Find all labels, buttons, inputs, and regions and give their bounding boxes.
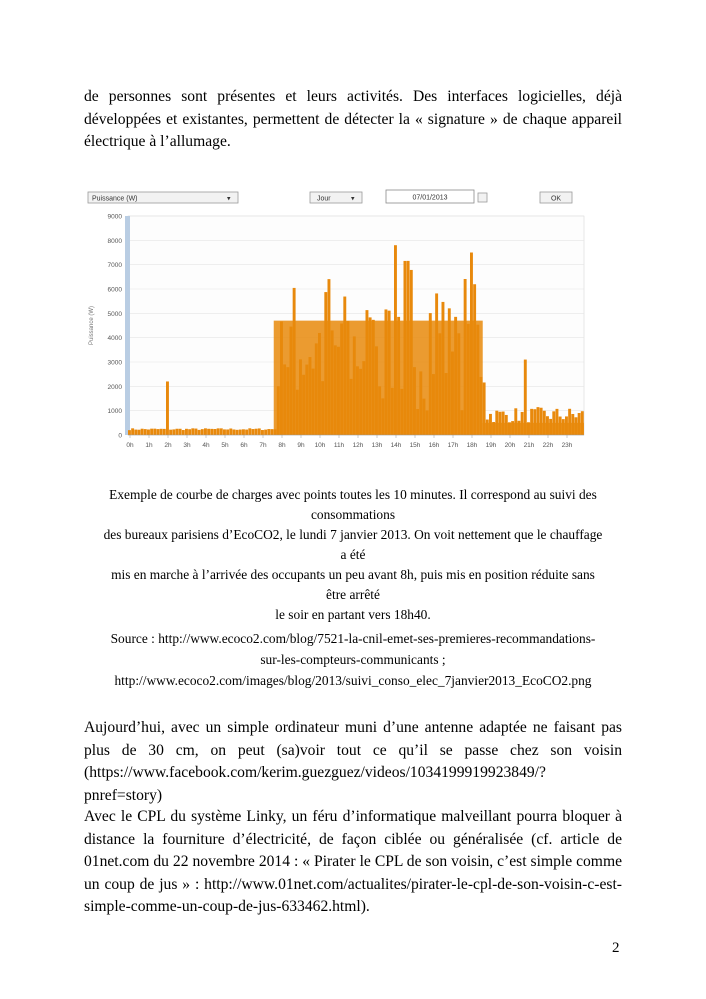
figure-source (60, 628, 646, 691)
y-tick-label: 5000 (107, 310, 122, 318)
x-tick-label: 11h (333, 442, 345, 449)
x-tick-label: 9h (297, 442, 305, 449)
x-tick-label: 6h (240, 442, 248, 449)
y-tick-label: 4000 (107, 335, 122, 343)
chart-bar (248, 428, 251, 435)
x-tick-label: 4h (202, 442, 210, 449)
y-tick-label: 7000 (107, 262, 122, 270)
chart-bar (144, 429, 147, 435)
chart-bar (191, 428, 194, 435)
chart-bar (226, 429, 229, 435)
chart-bar (166, 381, 169, 435)
caption-line: mis en marche à l’arrivée des occupants un peu avant 8h, puis mis en position réduite sans (111, 567, 595, 582)
chart-bar (150, 429, 153, 435)
intro-paragraph (84, 86, 622, 154)
source-line: Source : http://www.ecoco2.com/blog/7521-la-cnil-emet-ses-premieres-recommandations- (110, 631, 596, 646)
caption-line: a été (340, 547, 366, 562)
chart-bar (131, 428, 134, 435)
x-tick-label: 19h (485, 442, 497, 449)
y-tick-label: 9000 (107, 213, 122, 221)
chevron-down-icon: ▾ (227, 195, 231, 203)
chart-bar (157, 429, 160, 435)
chart-bar (204, 428, 207, 435)
chart-bar (242, 429, 245, 435)
chart-bar (220, 428, 223, 435)
caption-line: Exemple de courbe de charges avec points toutes les 10 minutes. Il correspond au suivi des (109, 487, 597, 502)
y-tick-label: 0 (118, 432, 122, 440)
chart-bar (198, 430, 201, 435)
chart-area-fill (483, 423, 584, 435)
chart-bar (258, 428, 261, 435)
source-line: sur-les-compteurs-communicants ; (260, 652, 446, 667)
calendar-icon[interactable] (478, 193, 487, 202)
source-line: http://www.ecoco2.com/images/blog/2013/suivi_conso_elec_7janvier2013_EcoCO2.png (114, 673, 592, 688)
chart-bar (128, 430, 131, 435)
chart-svg (84, 185, 594, 457)
text-line: Aujourd’hui, avec un simple ordinateur muni d’une antenne adaptée ne faisant pas (84, 719, 622, 736)
x-tick-label: 16h (428, 442, 440, 449)
chevron-down-icon: ▾ (351, 195, 355, 203)
x-tick-label: 20h (504, 442, 516, 449)
chart-bar (217, 428, 220, 435)
x-tick-label: 0h (126, 442, 134, 449)
text-line: simple-comme-un-coup-de-jus-633462.html). (84, 898, 370, 915)
date-field-value: 07/01/2013 (412, 194, 448, 202)
x-tick-label: 13h (371, 442, 383, 449)
paragraph-cpl-linky (84, 806, 622, 919)
x-tick-label: 1h (145, 442, 153, 449)
x-tick-label: 3h (183, 442, 191, 449)
text-line: de personnes sont présentes et leurs activités. Des interfaces logicielles, déjà (84, 88, 622, 105)
text-line: (https://www.facebook.com/kerim.guezguez/videos/1034199919923849/?pnref=story) (84, 764, 546, 804)
chart-bar (201, 429, 204, 435)
chart-bar (245, 430, 248, 435)
page-number: 2 (612, 940, 620, 956)
chart-bar (255, 429, 258, 435)
y-tick-label: 1000 (107, 408, 122, 416)
chart-bar (169, 430, 172, 435)
chart-bar (239, 430, 242, 435)
chart-bar (223, 429, 226, 435)
x-tick-label: 23h (561, 442, 573, 449)
y-tick-label: 6000 (107, 286, 122, 294)
chart-bar (138, 430, 141, 435)
text-line: distance la fourniture d’électricité, de façon ciblée ou généralisée (cf. article de (84, 830, 622, 848)
figure-caption (60, 485, 646, 625)
caption-line: consommations (310, 507, 396, 522)
chart-bar (271, 429, 274, 435)
chart-bar (229, 429, 232, 435)
chart-bar (134, 430, 137, 435)
x-tick-label: 17h (447, 442, 459, 449)
y-tick-label: 2000 (107, 383, 122, 391)
caption-line: être arrêté (326, 587, 380, 602)
x-tick-label: 14h (390, 442, 402, 449)
chart-bar (264, 430, 267, 435)
chart-bar (236, 430, 239, 435)
chart-bar (214, 429, 217, 435)
chart-bar (252, 429, 255, 435)
chart-bar (147, 429, 150, 435)
x-tick-label: 7h (259, 442, 267, 449)
chart-bar (182, 430, 185, 435)
ok-button-label: OK (550, 195, 562, 203)
text-line: 01net.com du 22 novembre 2014 : « Pirater le CPL de son voisin, c’est simple comme (84, 853, 622, 870)
x-tick-label: 21h (523, 442, 535, 449)
chart-bar (179, 429, 182, 435)
x-tick-label: 22h (542, 442, 554, 449)
y-axis-label: Puissance (W) (89, 305, 95, 346)
chart-bar (233, 429, 236, 435)
chart-bar (172, 429, 175, 435)
x-tick-label: 10h (314, 442, 326, 449)
text-line: électrique à l’allumage. (84, 133, 231, 150)
chart-bar (176, 429, 179, 435)
chart-bar (185, 429, 188, 435)
chart-bar (160, 429, 163, 435)
x-tick-label: 12h (352, 442, 364, 449)
x-tick-label: 18h (466, 442, 478, 449)
text-line: un coup de jus » : http://www.01net.com/actualites/pirater-le-cpl-de-son-voisin-c-est- (84, 875, 622, 893)
caption-line: le soir en partant vers 18h40. (275, 607, 431, 622)
x-tick-label: 2h (164, 442, 172, 449)
chart-bar (141, 429, 144, 435)
chart-bar (207, 429, 210, 435)
chart-bar (153, 429, 156, 435)
chart-bar (267, 429, 270, 435)
axis-highlight-bar (125, 216, 130, 435)
text-line: Avec le CPL du système Linky, un féru d’informatique malveillant pourra bloquer à (84, 808, 622, 825)
chart-bar (195, 429, 198, 435)
chart-area-fill (274, 321, 483, 435)
chart-bar (188, 429, 191, 435)
text-line: plus de 30 cm, on peut (sa)voir tout ce qu’il se passe chez son voisin (84, 741, 622, 759)
measure-select-label: Puissance (W) (92, 195, 138, 203)
chart-bar (261, 430, 264, 435)
period-select-label: Jour (317, 195, 331, 203)
chart-bar (210, 429, 213, 435)
chart-bar (163, 429, 166, 435)
x-tick-label: 15h (409, 442, 421, 449)
load-curve-chart (84, 185, 594, 457)
x-tick-label: 5h (221, 442, 229, 449)
y-tick-label: 8000 (107, 237, 122, 245)
plot-area (89, 214, 584, 450)
y-tick-label: 3000 (107, 359, 122, 367)
text-line: développées et existantes, permettent de détecter la « signature » de chaque appareil (84, 110, 622, 128)
paragraph-neighbor-spying (84, 717, 622, 807)
x-tick-label: 8h (278, 442, 286, 449)
caption-line: des bureaux parisiens d’EcoCO2, le lundi 7 janvier 2013. On voit nettement que le chauffage (103, 527, 603, 542)
